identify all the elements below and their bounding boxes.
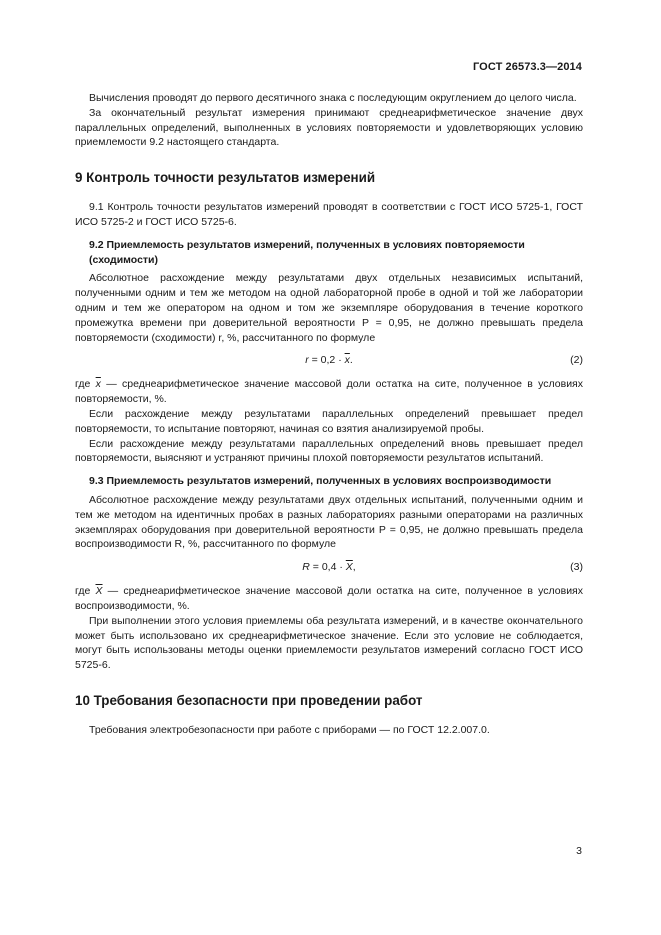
where-3 [75,584,583,614]
where-2-text: — среднеарифметическое значение массовой доли остатка на сите, полученное в условиях повторяемости, %. [75,378,583,406]
formula-2-number: (2) [570,354,583,367]
where-2 [75,377,583,407]
formula-3-lhs: R [302,561,310,574]
formula-2-lhs: r [305,354,309,367]
where-2-var: $\overline{x}$ [95,378,101,391]
paragraph-final-result: За окончательный результат измерения принимают среднеарифметическое значение двух параллельных определений, выполненных в условиях повторяемости и удовлетворяющих условию приемлемости 9.2 настоящего стандарта. [75,106,583,149]
paragraph-9-1: 9.1 Контроль точности результатов измерений проводят в соответствии с ГОСТ ИСО 5725-1, ГОСТ ИСО 5725-2 и ГОСТ ИСО 5725-6. [75,201,583,228]
where-3-text: — среднеарифметическое значение массовой доли остатка на сите, полученное в условиях воспроизводимости, %. [75,585,583,612]
paragraph-9-3-1: Абсолютное расхождение между результатами двух отдельных испытаний, полученными одним и тем же методом на идентичных пробах в разных лабораториях разными операторами на различных экземплярах оборудования при доверительной вероятности P = 0,95, не должно превышать предела воспроизводимости R, %, рассчитанного по формуле [75,493,583,551]
paragraph-10-1: Требования электробезопасности при работе с приборами — по ГОСТ 12.2.007.0. [89,723,490,736]
formula-2-tail: . [349,354,353,367]
section-10-heading: 10 Требования безопасности при проведении работ [75,692,423,708]
where-3-label: где [75,585,91,598]
subsection-9-3-heading: 9.3 Приемлемость результатов измерений, полученных в условиях воспроизводимости [89,475,552,488]
page-number: 3 [576,845,582,857]
subsection-9-2-heading: 9.2 Приемлемость результатов измерений, полученных в условиях повторяемости (сходимости) [89,238,525,266]
formula-3-var: $\overline{X}$ [345,561,353,574]
where-3-var: $\overline{X}$ [95,585,103,598]
where-2-label: где [75,378,91,391]
formula-3 [75,560,583,576]
formula-3-rhs: = 0,4 · [312,561,343,574]
formula-2-rhs: = 0,2 · [311,354,342,367]
formula-3-number: (3) [570,561,583,574]
document-body [75,91,583,738]
paragraph-9-2-1: Абсолютное расхождение между результатами двух отдельных независимых испытаний, полученными одним и тем же методом на одной лабораторной пробе в одной и той же лаборатории одним и тем же оператором на одном и том же экземпляре оборудования в течение короткого промежутка времени при доверительной вероятности P = 0,95, не должно превышать предела повторяемости (сходимости) r, %, рассчитанного по формуле [75,272,583,344]
paragraph-9-2-3: Если расхождение между результатами параллельных определений вновь превышает предел повторяемости, выясняют и устраняют причины плохой повторяемости результатов испытаний. [75,437,583,465]
paragraph-9-3-2: При выполнении этого условия приемлемы оба результата измерений, и в качестве окончательного может быть использовано их среднеарифметическое значение. Если это условие не соблюдается, могут быть использованы методы оценки приемлемости результатов измерений согласно ГОСТ ИСО 5725-6. [75,614,583,672]
section-9-heading: 9 Контроль точности результатов измерений [75,170,376,186]
formula-3-tail: , [352,561,356,574]
standard-code-header: ГОСТ 26573.3—2014 [472,61,582,73]
formula-2-var: $\overline{x}$ [344,354,350,367]
paragraph-9-2-2: Если расхождение между результатами параллельных определений превышает предел повторяемости, то испытание повторяют, начиная со взятия анализируемой пробы. [75,407,583,435]
formula-2 [75,353,583,369]
paragraph-rounding: Вычисления проводят до первого десятичного знака с последующим округлением до целого числа. [89,92,577,104]
